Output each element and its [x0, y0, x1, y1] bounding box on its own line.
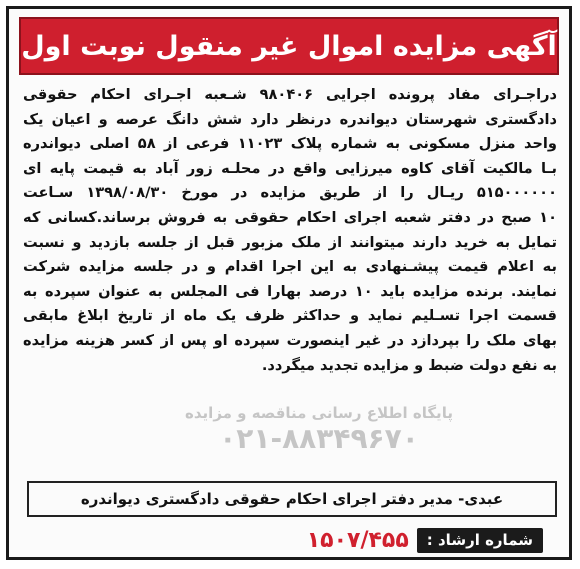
website-watermark: [159, 404, 479, 464]
body-line: دادگستری شهرستان دیواندره درنظر دارد شش دانگ عرصه و اعیان یک: [23, 110, 557, 128]
body-line: بـا مالکیت آقای کاوه میرزایی واقع در محلـه زور آباد به قیمت پایه ای: [23, 159, 557, 177]
body-line: تمایل به خرید دارند میتوانند از ملک مزبور قبل از جلسه بازدید و نسبت: [23, 233, 557, 251]
watermark-site-name: پایگاه اطلاع رسانی مناقصه و مزایده: [185, 404, 453, 422]
watermark-phone: ۰۲۱-۸۸۳۴۹۶۷۰: [219, 422, 419, 455]
notice-title: آگهی مزایده اموال غیر منقول نوبت اول: [21, 30, 557, 62]
signature-text: عبدی- مدیر دفتر اجرای احکام حقوقی دادگستری دیواندره: [80, 490, 504, 508]
notice-body: [23, 83, 557, 378]
body-line: واحد منزل مسکونی به شماره پلاک ۱۱۰۲۳ فرعی از ۵۸ اصلی دیواندره: [23, 135, 557, 153]
irshad-number: ۱۵۰۷/۴۵۵: [306, 527, 409, 553]
body-line: نمایند. برنده مزایده باید ۱۰ درصد بهارا فی المجلس به عنوان سپرده به: [23, 282, 557, 300]
signature-box: [27, 481, 557, 517]
body-line: به نفع دولت ضبط و مزایده تجدید میگردد.: [261, 356, 557, 374]
body-line: به اعلام قیمت پیشـنهادی به این اجرا اقدام و در جلسه مزایده شرکت: [23, 258, 557, 276]
body-line: بهای ملک را بپردازد در غیر اینصورت سپرده او پس از کسر هزینه مزایده: [23, 331, 557, 349]
body-line: قسمت اجرا تسـلیم نماید و حداکثر ظرف یک ماه از تاریخ ابلاغ مابقی: [23, 307, 557, 325]
newspaper-notice: [6, 6, 572, 560]
irshad-number-row: [307, 525, 543, 555]
notice-title-banner: [19, 17, 559, 75]
body-line: ۵۱۵۰۰۰۰۰۰ ریـال را از طریق مزایده در مورخ ۱۳۹۸/۰۸/۳۰ سـاعت: [23, 184, 557, 202]
body-line: دراجـرای مفاد پرونده اجرایی ۹۸۰۴۰۶ شـعبه اجـرای احکام حقوقی: [23, 86, 557, 103]
body-line: ۱۰ صبح در دفتر شعبه اجرای احکام حقوقی به فروش برساند.کسانی که: [23, 208, 557, 226]
irshad-label: شماره ارشاد :: [417, 528, 543, 553]
